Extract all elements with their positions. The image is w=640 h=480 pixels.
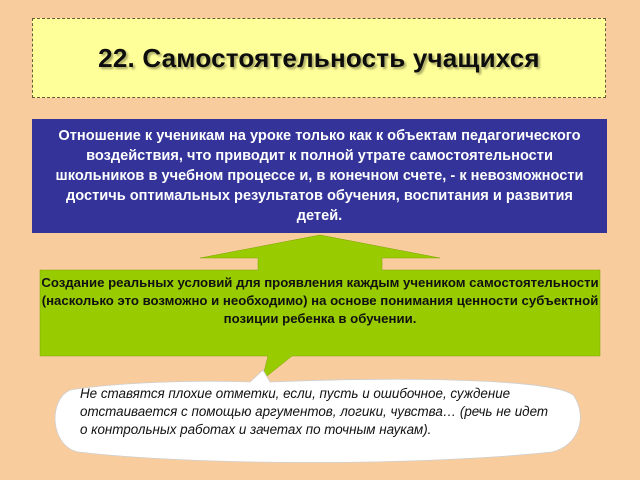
- solution-box: [40, 270, 600, 356]
- solution-text: Создание реальных условий для проявления каждым учеником самостоятельности (насколько это возможно и необходимо) на основе понимания ценности субъектной позиции ребенка в обучении.: [41, 275, 599, 326]
- slide-title: 22. Самостоятельность учащихся: [98, 42, 540, 73]
- note-box: [80, 385, 550, 455]
- note-text: Не ставятся плохие отметки, если, пусть и ошибочное, суждение отстаивается с помощью аргументов, логики, чувства… (речь не идет о контрольных работах и зачетах по точным наукам).: [80, 386, 549, 437]
- problem-text: Отношение к ученикам на уроке только как к объектам педагогического воздействия, что приводит к полной утрате самостоятельности школьников в учебном процессе и, в конечном счете, - к невозможности достичь оптимальных результатов обучения, воспитания и развития детей.: [55, 128, 584, 224]
